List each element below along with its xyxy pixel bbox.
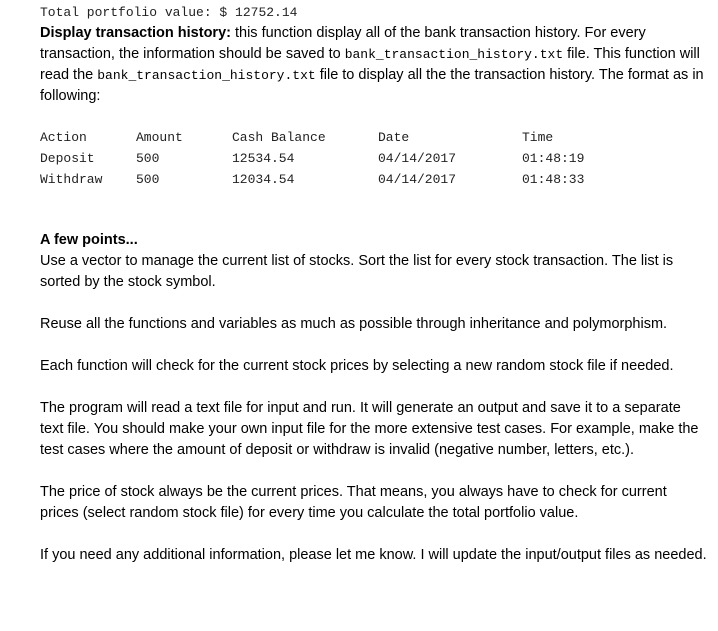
point-paragraph-1: Use a vector to manage the current list of stocks. Sort the list for every stock transaction. The list is sorted by the stock symbol. xyxy=(40,253,674,290)
total-portfolio-label: Total portfolio value: $ xyxy=(40,5,228,20)
history-text-2: file. This function will read the xyxy=(40,46,700,83)
row-2-cash-balance: 12034.54 xyxy=(232,172,295,187)
transaction-history-table xyxy=(40,127,622,190)
point-paragraph-6: If you need any additional information, please let me know. I will update the input/output files as needed. xyxy=(40,547,707,563)
header-cash-balance: Cash Balance xyxy=(232,130,326,145)
table-row xyxy=(40,148,622,169)
total-portfolio-value: 12752.14 xyxy=(235,5,298,20)
row-2-date: 04/14/2017 xyxy=(378,172,457,187)
row-1-action: Deposit xyxy=(40,151,95,166)
table-header-row xyxy=(40,127,622,148)
history-text-1: this function display all of the bank transaction history. For every transaction, the information should be saved to xyxy=(40,25,646,62)
header-date: Date xyxy=(378,130,410,145)
header-amount: Amount xyxy=(136,130,183,145)
transaction-history-title: Display transaction history: xyxy=(40,25,231,41)
header-action: Action xyxy=(40,130,87,145)
row-1-date: 04/14/2017 xyxy=(378,151,457,166)
table-row xyxy=(40,169,622,190)
point-paragraph-4: The program will read a text file for input and run. It will generate an output and save it to a separate text file. You should make your own input file for the more extensive test cases. For example, make the test cases where the amount of deposit or withdraw is invalid (negative number, letters, etc.). xyxy=(40,400,699,458)
point-paragraph-2: Reuse all the functions and variables as much as possible through inheritance and polymorphism. xyxy=(40,316,668,332)
history-text-3: file to display all the the transaction history. The format as in following: xyxy=(40,67,704,104)
row-1-cash-balance: 12534.54 xyxy=(232,151,295,166)
transaction-history-description xyxy=(40,23,708,107)
row-1-amount: 500 xyxy=(136,151,160,166)
row-2-amount: 500 xyxy=(136,172,160,187)
total-portfolio-value-line xyxy=(40,3,708,23)
point-paragraph-3: Each function will check for the current stock prices by selecting a new random stock file if needed. xyxy=(40,358,674,374)
history-file-name-2: bank_transaction_history.txt xyxy=(97,68,316,83)
point-paragraph-5: The price of stock always be the current prices. That means, you always have to check for current prices (select random stock file) for every time you calculate the total portfolio value. xyxy=(40,484,667,521)
history-file-name-1: bank_transaction_history.txt xyxy=(344,47,564,62)
header-time: Time xyxy=(522,130,554,145)
row-2-time: 01:48:33 xyxy=(522,172,585,187)
row-2-action: Withdraw xyxy=(40,172,103,187)
document-page xyxy=(40,3,708,566)
points-title: A few points... xyxy=(40,232,138,248)
row-1-time: 01:48:19 xyxy=(522,151,585,166)
